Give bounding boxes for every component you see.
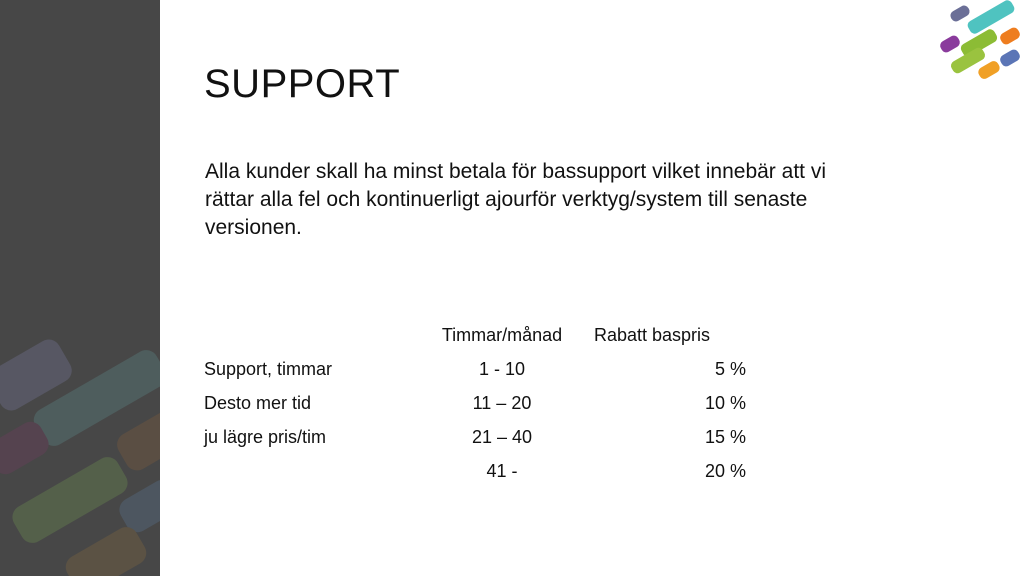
table-cell-hours: 1 - 10 (478, 359, 526, 379)
table-cell-discount: 15 % (704, 427, 746, 447)
table-header-cell: Timmar/månad (441, 325, 563, 345)
table-header-cell: Rabatt baspris (593, 325, 711, 345)
table-cell-label: ju lägre pris/tim (204, 427, 327, 447)
table-row (204, 461, 764, 495)
table-cell-hours: 11 – 20 (472, 393, 532, 413)
table-cell-hours: 21 – 40 (471, 427, 533, 447)
table-cell-discount: 10 % (704, 393, 746, 413)
pricing-table (204, 325, 764, 495)
table-cell-discount: 5 % (714, 359, 746, 379)
table-header-row (204, 325, 764, 359)
brand-logo (938, 0, 1024, 90)
table-cell-discount: 20 % (704, 461, 746, 481)
table-row (204, 393, 764, 427)
table-cell-label: Support, timmar (204, 359, 333, 379)
table-cell-hours: 41 - (486, 461, 518, 481)
table-row (204, 427, 764, 461)
left-decorative-panel (0, 0, 160, 576)
slide-body-text: Alla kunder skall ha minst betala för bassupport vilket innebär att vi rättar alla fel och kontinuerligt ajourför verktyg/system till senaste versionen. (205, 160, 826, 239)
table-cell-label: Desto mer tid (204, 393, 312, 413)
table-row (204, 359, 764, 393)
slide-title: SUPPORT (204, 62, 401, 106)
decorative-shape (113, 405, 160, 475)
